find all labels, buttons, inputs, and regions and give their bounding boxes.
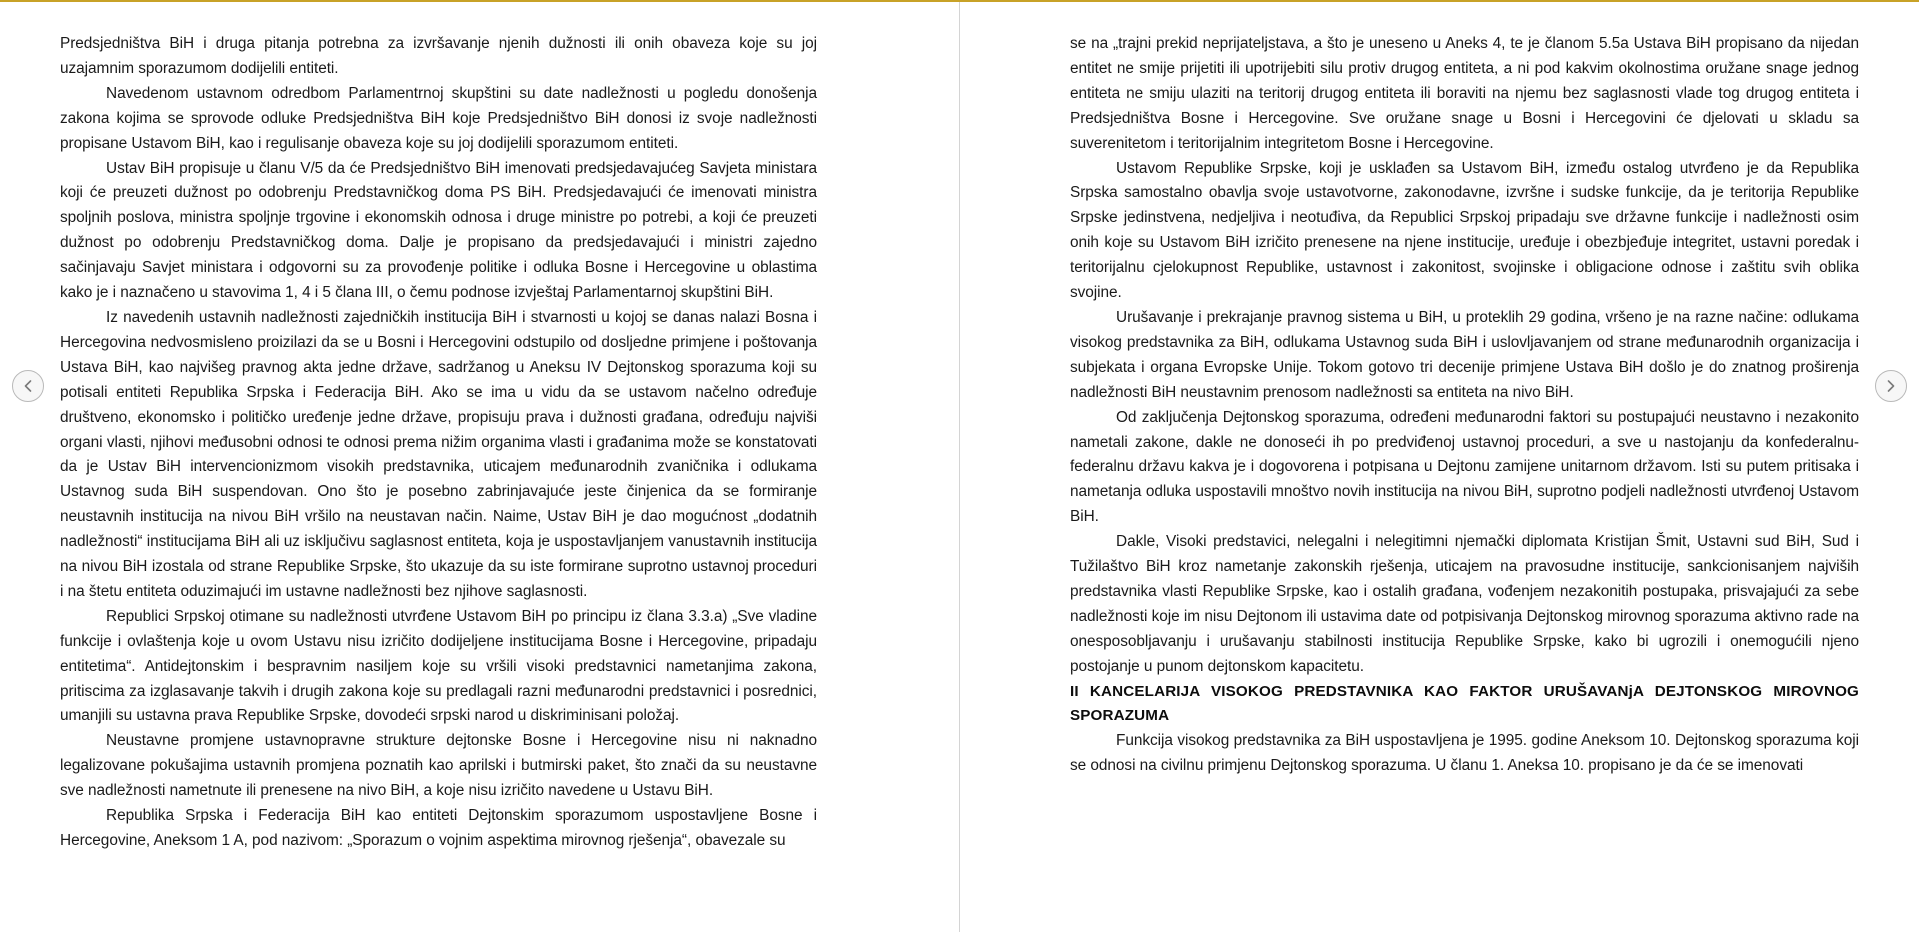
paragraph: Funkcija visokog predstavnika za BiH uspostavljena je 1995. godine Aneksom 10. Dejtonskog sporazuma koji se odnosi na civilnu primjenu Dejtonskog sporazuma. U članu 1. Aneksa 10. propisano je da će se imenovati bbox=[1070, 732, 1859, 775]
paragraph: Republika Srpska i Federacija BiH kao entiteti Dejtonskim sporazumom uspostavljene Bosne i Hercegovine, Aneksom 1 A, pod nazivom: „Sporazum o vojnim aspektima mirovnog rješenja“, obavezale su bbox=[60, 807, 817, 849]
page-right bbox=[959, 2, 1919, 932]
section-heading: II KANCELARIJA VISOKOG PREDSTAVNIKA KAO FAKTOR URUŠAVANjA DEJTONSKOG MIROVNOG SPORAZUMA bbox=[1070, 682, 1859, 725]
page-spread bbox=[0, 2, 1919, 932]
chevron-right-icon bbox=[1885, 379, 1897, 393]
paragraph: Predsjedništva BiH i druga pitanja potrebna za izvršavanje njenih dužnosti ili onih obaveza koje su joj uzajamnim sporazumom dodijelili entiteti. bbox=[60, 35, 817, 77]
chevron-left-icon bbox=[22, 379, 34, 393]
paragraph: Urušavanje i prekrajanje pravnog sistema u BiH, u proteklih 29 godina, vršeno je na razne načine: odlukama visokog predstavnika za BiH, odlukama Ustavnog suda BiH i uslovljavanjem od strane međunarodnih organizacija i subjekata i organa Evropske Unije. Tokom gotovo tri decenije primjene Ustava BiH došlo je do znatnog proširenja nadležnosti BiH neustavnim prenosom nadležnosti sa entiteta na nivo BiH. bbox=[1070, 308, 1859, 401]
paragraph: Republici Srpskoj otimane su nadležnosti utvrđene Ustavom BiH po principu iz člana 3.3.a) „Sve vladine funkcije i ovlaštenja koje u ovom Ustavu nisu izričito dodijeljene institucijama Bosne i Hercegovine, pripadaju entitetima“. Antidejtonskim i bespravnim nasiljem koje su vršili visoki predstavnici nametanjima zakona, pritiscima za izglasavanje takvih i drugih zakona koje su predlagali razni međunarodni predstavnici i posrednici, umanjili su ustavna prava Republike Srpske, dovodeći srpski narod u diskriminisani položaj. bbox=[60, 607, 817, 725]
paragraph: Ustav BiH propisuje u članu V/5 da će Predsjedništvo BiH imenovati predsjedavajućeg Savjeta ministara koji će preuzeti dužnost po odobrenju Predstavničkog doma PS BiH. Predsjedavajući će imenovati ministra spoljnih poslova, ministra spoljnje trgovine i ekonomskih odnosa i druge ministre po potrebi, a koji će preuzeti dužnost po odobrenju Predstavničkog doma. Dalje je propisano da predsjedavajući i ministri zajedno sačinjavaju Savjet ministara i odgovorni su za provođenje politike i odluka Bosne i Hercegovine u oblastima kako je i naznačeno u stavovima 1, 4 i 5 člana III, o čemu podnose izvještaj Parlamentarnoj skupštini BiH. bbox=[60, 159, 817, 302]
paragraph: Ustavom Republike Srpske, koji je usklađen sa Ustavom BiH, između ostalog utvrđeno je da Republika Srpska samostalno obavlja svoje ustavotvorne, zakonodavne, izvršne i sudske funkcije, da je teritorija Republike Srpske jedinstvena, nedjeljiva i neotuđiva, da Republici Srpskoj pripadaju sve državne funkcije i nadležnosti osim onih koje su Ustavom BiH izričito prenesene na njene institucije, uređuje i obezbjeđuje integritet, ustavni poredak i teritorijalnu cjelokupnost Republike, ustavnost i zakonitost, svojinske i obligacione odnose i zaštitu svih oblika svojine. bbox=[1070, 159, 1859, 302]
page-left bbox=[0, 2, 959, 932]
paragraph: Navedenom ustavnom odredbom Parlamentrnoj skupštini su date nadležnosti u pogledu donošenja zakona kojima se sprovode odluke Predsjedništva BiH koje Predsjedništvo BiH donosi iz svoje nadležnosti propisane Ustavom BiH, kao i regulisanje obaveza koje su joj dodijelili sporazumom entiteti. bbox=[60, 84, 817, 152]
paragraph: Neustavne promjene ustavnopravne strukture dejtonske Bosne i Hercegovine nisu ni naknadno legalizovane pokušajima ustavnih promjena poznatih kao aprilski i butmirski paket, što znači da su neustavne sve nadležnosti nametnute ili prenesene na nivo BiH, a koje nisu izričito navedene u Ustavu BiH. bbox=[60, 732, 817, 800]
previous-page-button[interactable] bbox=[12, 370, 44, 402]
page-right-body bbox=[1070, 32, 1859, 779]
paragraph: Od zaključenja Dejtonskog sporazuma, određeni međunarodni faktori su postupajući neustavno i nezakonito nametali zakone, dakle ne donoseći ih po predviđenoj ustavnoj proceduri, a sve u nastojanju da konfederalnu-federalnu državu kakva je i dogovorena i potpisana u Dejtonu zamijene unitarnom državom. Isti su putem pritisaka i nametanja odluka uspostavili mnoštvo novih institucija na nivou BiH, suprotno podjeli nadležnosti utvrđenoj Ustavom BiH. bbox=[1070, 408, 1859, 526]
next-page-button[interactable] bbox=[1875, 370, 1907, 402]
paragraph: Iz navedenih ustavnih nadležnosti zajedničkih institucija BiH i stvarnosti u kojoj se danas nalazi Bosna i Hercegovina nedvosmisleno proizilazi da se u Bosni i Hercegovini odstupilo od dosljedne primjene i poštovanja Ustava BiH, kao najvišeg pravnog akta jedne države, sadržanog u Aneksu IV Dejtonskog sporazuma koji su potisali entiteti Republika Srpska i Federacija BiH. Ako se ima u vidu da se ustavom načelno određuje društveno, ekonomsko i političko uređenje jedne države, propisuju prava i dužnosti građana, određuju najviši organi vlasti, njihovi međusobni odnosi te odnosi prema nižim organima vlasti i građanima može se konstatovati da je Ustav BiH intervencionizmom visokih predstavnika, uticajem međunarodnih zvaničnika i odlukama Ustavnog suda BiH suspendovan. Ono što je posebno zabrinjavajuće jeste činjenica da se formiranje neustavnih institucija na nivou BiH vršilo na neustavan način. Naime, Ustav BiH je dao mogućnost „dodatnih nadležnosti“ institucijama BiH ali uz isključivu saglasnost entiteta, koja je uspostavljanjem vanustavnih institucija na nivou BiH izostala od strane Republike Srpske, što ukazuje da su iste formirane suprotno ustavnoj proceduri i na štetu entiteta oduzimajući im ustavne nadležnosti bez njihove saglasnosti. bbox=[60, 308, 817, 600]
page-left-body bbox=[60, 32, 817, 854]
paragraph: se na „trajni prekid neprijateljstava, a što je uneseno u Aneks 4, te je članom 5.5a Ustava BiH propisano da nijedan entitet ne smije prijetiti ili upotrijebiti silu protiv drugog entiteta, a ni pod kakvim okolnostima oružane snage jednog entiteta ne smiju ulaziti na teritorij drugog entiteta ili boraviti na njemu bez saglasnosti vlade tog drugog entiteta i Predsjedništva Bosne i Hercegovine. Sve oružane snage u Bosni i Hercegovini će djelovati u skladu sa suverenitetom i teritorijalnim integritetom Bosne i Hercegovine. bbox=[1070, 35, 1859, 152]
paragraph: Dakle, Visoki predstavici, nelegalni i nelegitimni njemački diplomata Kristijan Šmit, Ustavni sud BiH, Sud i Tužilaštvo BiH kroz nametanje zakonskih rješenja, uticajem na pravosudne institucije, sankcionisanjem najviših predstavnika vlasti Republike Srpske, kao i ostalih građana, vođenjem nezakonitih postupaka, prisvajajući za sebe nadležnosti koje im nisu Dejtonom ili ustavima date od potpisivanja Dejtonskog mirovnog sporazuma aktivno rade na onesposobljavanju i urušavanju stabilnosti institucija Republike Srpske, kako bi ugrozili i onemogućili njeno postojanje u punom dejtonskom kapacitetu. bbox=[1070, 533, 1859, 675]
